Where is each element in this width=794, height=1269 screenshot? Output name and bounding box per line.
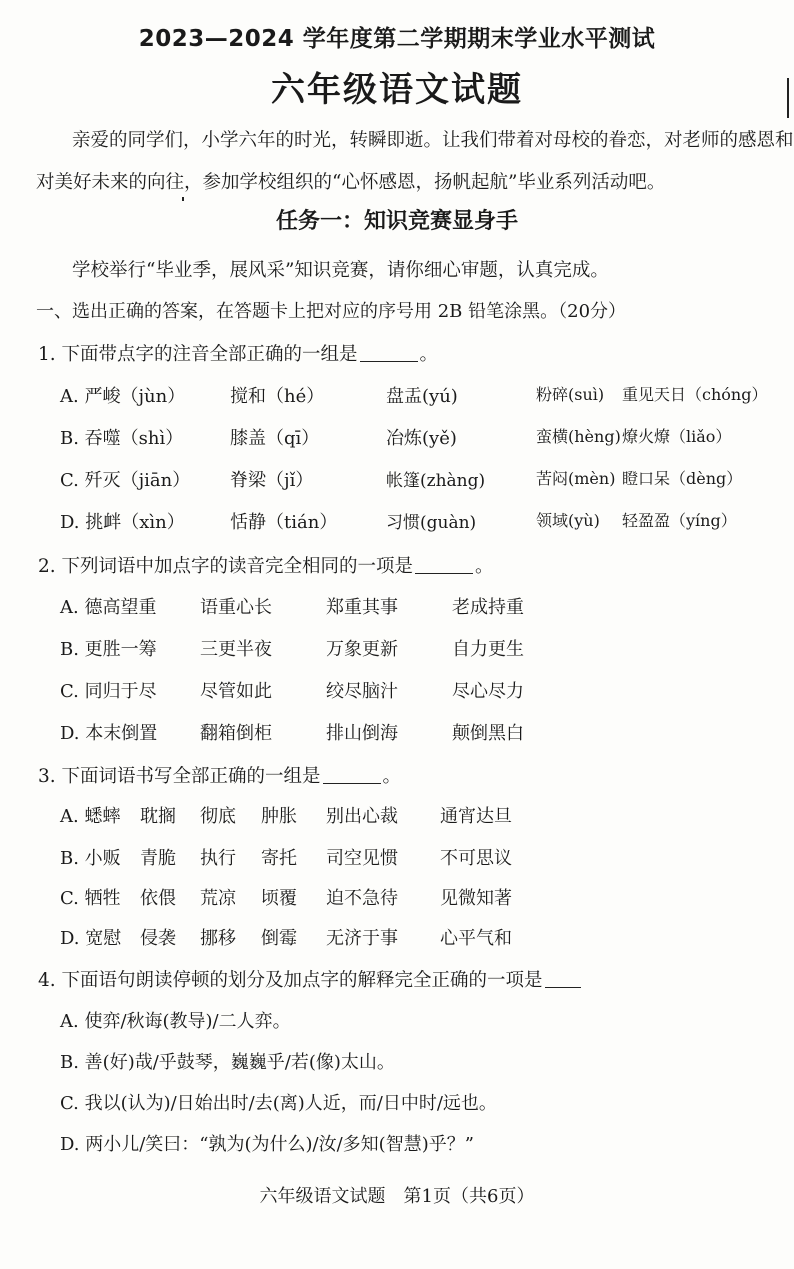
q3-option-c-item-2: 依偎 bbox=[140, 888, 176, 909]
q1-option-b-item-1: B. 吞噬（shì） bbox=[60, 428, 184, 449]
answer-blank bbox=[323, 782, 381, 784]
q1-option-d-item-3: 习惯(guàn) bbox=[386, 513, 477, 533]
q1-option-c-item-1: C. 歼灭（jiān） bbox=[60, 470, 191, 491]
q3-option-a-item-3: 彻底 bbox=[200, 806, 236, 827]
scan-speck bbox=[182, 197, 184, 201]
q1-option-d-item-1: D. 挑衅（xìn） bbox=[60, 512, 185, 533]
q1-option-c-item-4: 苦闷(mèn) bbox=[536, 469, 616, 488]
q3-option-a-item-2: 耽搁 bbox=[140, 806, 176, 827]
q3-option-a-item-1: A. 蟋蟀 bbox=[60, 806, 121, 827]
question-stem-end: 。 bbox=[419, 344, 439, 365]
question-2-stem bbox=[38, 552, 494, 578]
q2-option-d-item-2: 翻箱倒柜 bbox=[200, 723, 272, 744]
q1-option-a-item-1: A. 严峻（jùn） bbox=[60, 386, 186, 407]
page-footer: 六年级语文试题 第1页（共6页） bbox=[259, 1186, 535, 1207]
intro-line-2: 对美好未来的向往，参加学校组织的“心怀感恩，扬帆起航”毕业系列活动吧。 bbox=[36, 172, 666, 193]
q2-option-d-item-1: D. 本末倒置 bbox=[60, 723, 158, 744]
q1-option-d-item-5: 轻盈盈（yíng） bbox=[622, 511, 737, 530]
q4-option-b: B. 善(好)哉/乎鼓琴，巍巍乎/若(像)太山。 bbox=[60, 1052, 395, 1073]
q2-option-c-item-3: 绞尽脑汁 bbox=[326, 681, 398, 702]
task-heading: 任务一：知识竞赛显身手 bbox=[275, 209, 518, 234]
question-stem-text: 1. 下面带点字的注音全部正确的一组是 bbox=[38, 344, 358, 365]
q3-option-c-item-6: 见微知著 bbox=[440, 888, 512, 909]
q3-option-d-item-4: 倒霉 bbox=[261, 928, 297, 949]
q3-option-d-item-6: 心平气和 bbox=[440, 928, 512, 949]
q2-option-b-item-1: B. 更胜一筹 bbox=[60, 639, 157, 660]
q1-option-b-item-5: 燎火燎（liǎo） bbox=[622, 427, 732, 446]
q1-option-b-item-4: 蛮横(hèng) bbox=[536, 427, 621, 446]
q3-option-a-item-5: 别出心裁 bbox=[326, 806, 398, 827]
q4-option-d: D. 两小儿/笑曰：“孰为(为什么)/汝/多知(智慧)乎？” bbox=[60, 1134, 474, 1155]
q3-option-d-item-5: 无济于事 bbox=[326, 928, 398, 949]
q2-option-d-item-4: 颠倒黑白 bbox=[452, 723, 524, 744]
q1-option-a-item-5: 重见天日（chóng） bbox=[622, 385, 768, 404]
q1-option-d-item-2: 恬静（tián） bbox=[230, 512, 338, 533]
q3-option-a-item-4: 肿胀 bbox=[261, 806, 297, 827]
q3-option-c-item-5: 迫不急待 bbox=[326, 888, 398, 909]
q3-option-d-item-3: 挪移 bbox=[200, 928, 236, 949]
q1-option-c-item-3: 帐篷(zhàng) bbox=[386, 471, 486, 491]
q3-option-c-item-4: 顷覆 bbox=[261, 888, 297, 909]
answer-blank bbox=[360, 360, 418, 362]
q2-option-a-item-4: 老成持重 bbox=[452, 597, 524, 618]
q3-option-d-item-1: D. 宽慰 bbox=[60, 928, 122, 949]
exam-header: 2023—2024 学年度第二学期期末学业水平测试 bbox=[138, 26, 656, 52]
question-3-stem bbox=[38, 762, 401, 788]
q3-option-b-item-3: 执行 bbox=[200, 848, 236, 869]
task-description: 学校举行“毕业季，展风采”知识竞赛，请你细心审题，认真完成。 bbox=[72, 260, 609, 281]
q2-option-b-item-2: 三更半夜 bbox=[200, 639, 272, 660]
exam-title: 六年级语文试题 bbox=[271, 70, 523, 110]
q3-option-b-item-4: 寄托 bbox=[261, 848, 297, 869]
q3-option-b-item-6: 不可思议 bbox=[440, 848, 512, 869]
q2-option-d-item-3: 排山倒海 bbox=[326, 723, 398, 744]
scan-edge-mark bbox=[787, 78, 789, 118]
q1-option-a-item-3: 盘盂(yú) bbox=[386, 386, 458, 407]
q3-option-c-item-1: C. 牺牲 bbox=[60, 888, 121, 909]
question-stem-end: 。 bbox=[382, 766, 402, 787]
question-1-stem bbox=[38, 340, 438, 366]
q2-option-c-item-2: 尽管如此 bbox=[200, 681, 272, 702]
question-stem-text: 3. 下面词语书写全部正确的一组是 bbox=[38, 766, 321, 787]
q3-option-d-item-2: 侵袭 bbox=[140, 928, 176, 949]
question-stem-end: 。 bbox=[475, 556, 494, 577]
q2-option-c-item-4: 尽心尽力 bbox=[452, 681, 524, 702]
q3-option-b-item-1: B. 小贩 bbox=[60, 848, 121, 869]
q2-option-c-item-1: C. 同归于尽 bbox=[60, 681, 157, 702]
q1-option-b-item-3: 冶炼(yě) bbox=[386, 428, 457, 449]
q1-option-d-item-4: 领域(yù) bbox=[536, 511, 600, 530]
question-4-stem bbox=[38, 966, 583, 992]
question-stem-text: 4. 下面语句朗读停顿的划分及加点字的解释完全正确的一项是 bbox=[38, 970, 543, 991]
q2-option-a-item-1: A. 德高望重 bbox=[60, 597, 157, 618]
answer-blank bbox=[415, 572, 473, 574]
answer-blank bbox=[545, 986, 581, 988]
q3-option-c-item-3: 荒凉 bbox=[200, 888, 236, 909]
question-stem-text: 2. 下列词语中加点字的读音完全相同的一项是 bbox=[38, 556, 414, 577]
q2-option-a-item-2: 语重心长 bbox=[200, 597, 272, 618]
q2-option-a-item-3: 郑重其事 bbox=[326, 597, 398, 618]
q4-option-a: A. 使弈/秋诲(教导)/二人弈。 bbox=[60, 1011, 291, 1032]
q3-option-b-item-2: 青脆 bbox=[140, 848, 176, 869]
q3-option-a-item-6: 通宵达旦 bbox=[440, 806, 512, 827]
intro-line-1: 亲爱的同学们，小学六年的时光，转瞬即逝。让我们带着对母校的眷恋，对老师的感恩和 bbox=[72, 130, 794, 151]
q2-option-b-item-4: 自力更生 bbox=[452, 639, 524, 660]
q1-option-c-item-5: 瞪口呆（dèng） bbox=[622, 469, 743, 488]
section-heading: 一、选出正确的答案，在答题卡上把对应的序号用 2B 铅笔涂黑。（20分） bbox=[36, 301, 627, 322]
q4-option-c: C. 我以(认为)/日始出时/去(离)人近，而/日中时/远也。 bbox=[60, 1093, 497, 1114]
q3-option-b-item-5: 司空见惯 bbox=[326, 848, 398, 869]
q1-option-c-item-2: 脊梁（jǐ） bbox=[230, 470, 314, 491]
q1-option-a-item-2: 搅和（hé） bbox=[230, 386, 325, 407]
q2-option-b-item-3: 万象更新 bbox=[326, 639, 398, 660]
q1-option-a-item-4: 粉碎(suì) bbox=[536, 385, 605, 404]
q1-option-b-item-2: 膝盖（qī） bbox=[230, 428, 320, 449]
